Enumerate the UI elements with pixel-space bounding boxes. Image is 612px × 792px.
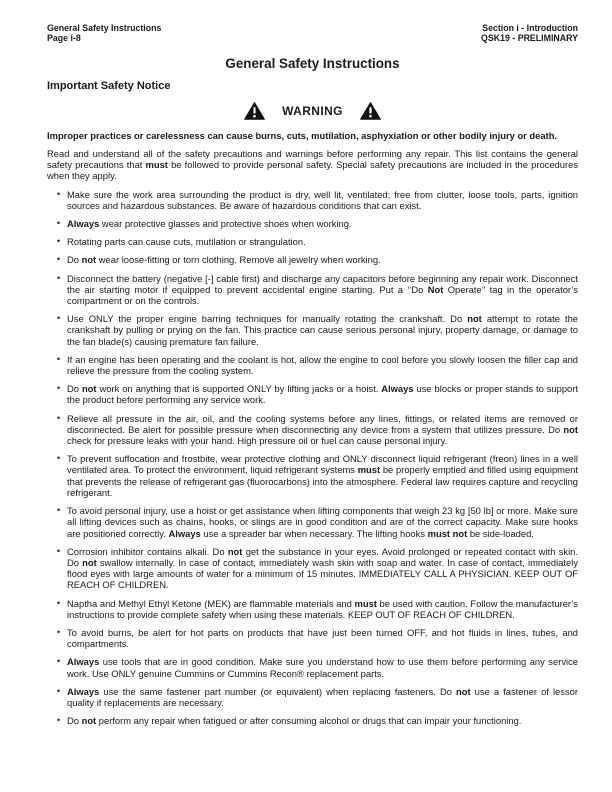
list-item — [47, 313, 578, 347]
warning-banner — [47, 102, 578, 120]
list-item — [47, 236, 578, 247]
list-item-text: Corrosion inhibitor contains alkali. Do not get the substance in your eyes. Avoid prolonged or repeated contact with skin. Do not swallow internally. In case of contact, immediately wash skin with soap and water. In case of contact, immediately flood eyes with large amounts of water for a minimum of 15 minutes. IMMEDIATELY CALL A PHYSICIAN. KEEP OUT OF REACH OF CHILDREN. — [67, 545, 579, 591]
bullet-icon: • — [57, 505, 61, 516]
list-item-text: If an engine has been operating and the coolant is hot, allow the engine to cool before you slowly loosen the filler cap and relieve the pressure from the cooling system. — [67, 353, 578, 377]
list-item — [47, 598, 578, 620]
bullet-icon: • — [57, 545, 61, 556]
bullet-icon: • — [57, 236, 61, 247]
header-model-label: QSK19 - PRELIMINARY — [481, 33, 578, 44]
header-right — [481, 23, 578, 44]
list-item-text: Make sure the work area surrounding the product is dry, well lit, ventilated; free from clutter, loose tools, parts, ignition sources and hazardous substances. Be aware of hazardous conditions that can exist. — [67, 188, 578, 211]
page-header — [47, 23, 578, 44]
list-item — [47, 686, 578, 708]
warning-triangle-icon — [360, 102, 381, 120]
list-item — [47, 546, 578, 591]
warning-triangle-icon — [244, 102, 265, 120]
list-item — [47, 413, 578, 447]
list-item-text: Naptha and Methyl Ethyl Ketone (MEK) are flammable materials and must be used with caution. Follow the manufacturer’s instructions to provide complete safety when using these materials. KEEP OUT OF REACH OF CHILDREN. — [67, 597, 578, 620]
bullet-icon: • — [57, 626, 61, 637]
header-left — [47, 23, 161, 44]
bullet-icon: • — [57, 453, 61, 464]
list-item — [47, 505, 578, 539]
list-item-text: Always use tools that are in good condition. Make sure you understand how to use them before performing any service work. Use ONLY genuine Cummins or Cummins Recon® replacement parts. — [67, 656, 578, 679]
list-item-text: Do not wear loose-fitting or torn clothing. Remove all jewelry when working. — [67, 254, 381, 266]
bullet-icon: • — [57, 313, 61, 324]
list-item-text: Do not perform any repair when fatigued or after consuming alcohol or drugs that can impair your functioning. — [67, 715, 522, 727]
list-item — [47, 383, 578, 405]
header-doc-title: General Safety Instructions — [47, 23, 162, 33]
bullet-icon: • — [57, 353, 61, 364]
bullet-icon: • — [57, 656, 61, 667]
list-item — [47, 189, 578, 211]
list-item-text: Relieve all pressure in the air, oil, and the cooling systems before any lines, fittings, or related items are removed or disconnected. Be alert for possible pressure when disconnecting any device from a system that utilizes pressure. Do not check for pressure leaks with your hand. High pressure oil or fuel can cause personal injury. — [67, 412, 578, 447]
list-item-text: Use ONLY the proper engine barring techniques for manually rotating the crankshaft. Do not attempt to rotate the crankshaft by pulling or prying on the fan. This practice can cause serious personal injury, property damage, or damage to the fan blade(s) causing premature fan failure. — [67, 313, 579, 347]
list-item — [47, 273, 578, 307]
bullet-icon: • — [57, 715, 61, 726]
list-item — [47, 627, 578, 649]
list-item — [47, 656, 578, 678]
bullet-icon: • — [57, 272, 61, 283]
bullet-icon: • — [57, 218, 61, 229]
intro-paragraph: Read and understand all of the safety precautions and warnings before performing any repair. This list contains the general safety precautions that must be followed to provide personal safety. Special safety precautions are included in the procedures when they apply. — [47, 148, 579, 182]
list-item-text: Disconnect the battery (negative [-] cable first) and discharge any capacitors before beginning any repair work. Disconnect the air starting motor if equipped to prevent accidental engine starting. Put a ‘‘Do Not Operate’’ tag in the operator’s compartment or on the controls. — [67, 272, 578, 307]
lead-warning-paragraph: Improper practices or carelessness can cause burns, cuts, mutilation, asphyxiation or other bodily injury or death. — [47, 129, 558, 141]
list-item-text: To avoid burns, be alert for hot parts on products that have just been turned OFF, and hot fluids in lines, tubes, and compartments. — [67, 626, 578, 650]
list-item — [47, 354, 578, 376]
list-item-text: Do not work on anything that is supported ONLY by lifting jacks or a hoist. Always use blocks or proper stands to support the product before performing any service work. — [67, 383, 578, 406]
list-item-text: To avoid personal injury, use a hoist or get assistance when lifting components that weigh 23 kg [50 lb] or more. Make sure all lifting devices such as chains, hooks, or slings are in good condition and are of the correct capacity. Make sure hooks are positioned correctly. Always use a spreader bar when necessary. The lifting hooks must not be side-loaded. — [67, 505, 578, 539]
bullet-icon: • — [57, 412, 61, 423]
list-item-text: To prevent suffocation and frostbite, wear protective clothing and ONLY disconnect liquid refrigerant (freon) lines in a well ventilated area. To protect the environment, liquid refrigerant systems must be properly emptied and filled using equipment that prevents the release of refrigerant gas (fluorocarbons) into the atmosphere. Federal law requires capture and recycling refrigerant. — [67, 453, 578, 498]
page-title: General Safety Instructions — [225, 55, 400, 71]
bullet-icon: • — [57, 383, 61, 394]
list-item — [47, 218, 578, 229]
list-item-text: Always use the same fastener part number (or equivalent) when replacing fasteners. Do not use a fastener of lessor quality if replacements are necessary. — [67, 685, 578, 708]
bullet-icon: • — [57, 685, 61, 696]
list-item — [47, 453, 578, 498]
bullet-icon: • — [57, 597, 61, 608]
list-item — [47, 715, 578, 726]
list-item — [47, 254, 578, 265]
bullet-icon: • — [57, 188, 61, 199]
list-item-text: Rotating parts can cause cuts, mutilation or strangulation. — [67, 236, 306, 248]
bullet-icon: • — [57, 254, 61, 265]
warning-label: WARNING — [282, 103, 343, 118]
safety-precautions-list — [47, 189, 578, 727]
notice-heading: Important Safety Notice — [47, 79, 171, 92]
list-item-text: Always wear protective glasses and protective shoes when working. — [67, 218, 352, 230]
header-page-number: Page i-8 — [47, 33, 81, 44]
header-section-label: Section i - Introduction — [482, 23, 578, 33]
